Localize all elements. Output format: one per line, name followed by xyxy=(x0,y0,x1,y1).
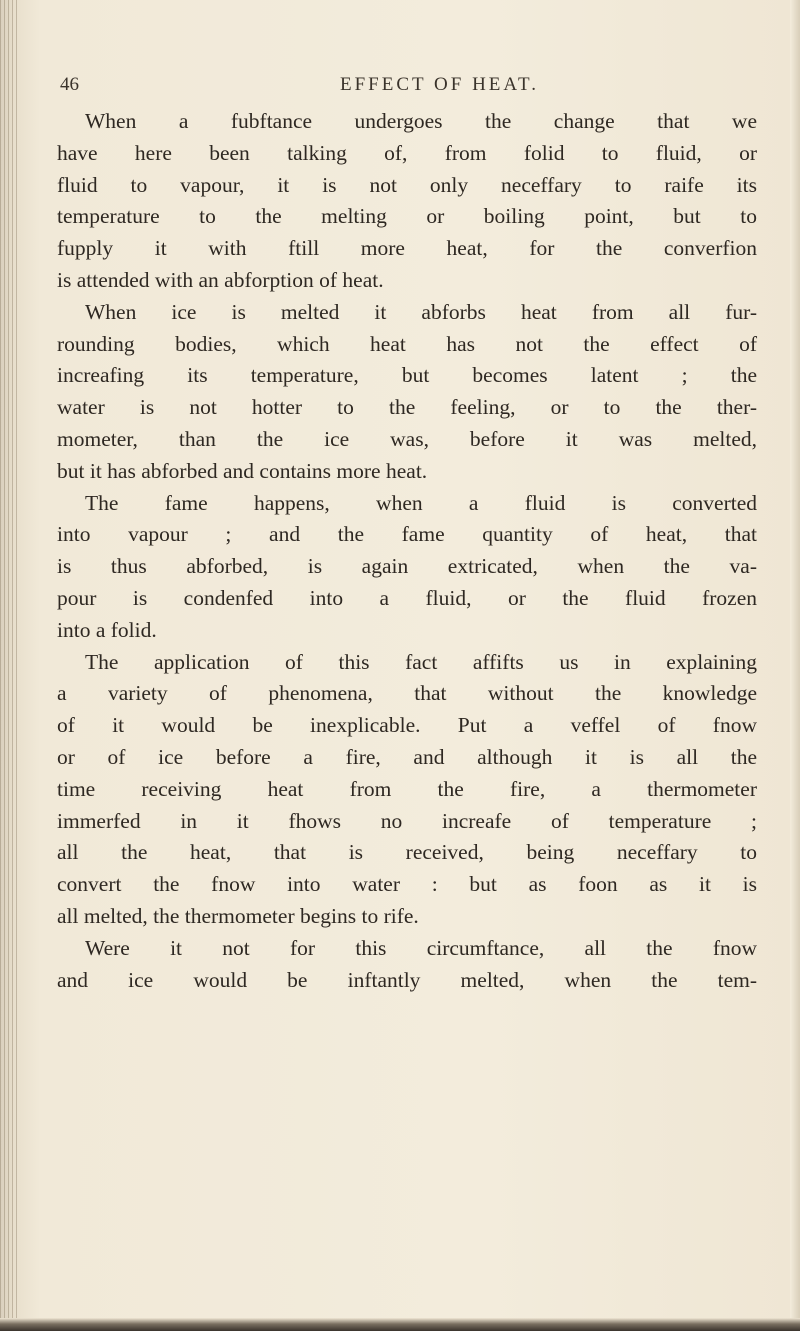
paragraph-4 xyxy=(57,647,757,933)
paragraph-1 xyxy=(57,106,757,297)
text-line: rounding bodies, which heat has not the effect of xyxy=(57,331,757,356)
text-line: The application of this fact affifts us in explaining xyxy=(85,649,757,674)
body-text xyxy=(57,106,757,996)
page-number: 46 xyxy=(60,74,79,95)
text-line: fupply it with ftill more heat, for the converfion xyxy=(57,236,757,261)
text-line: a variety of phenomena, that without the knowledge xyxy=(57,681,757,706)
text-line: into a folid. xyxy=(57,617,157,642)
text-line: is attended with an abforption of heat. xyxy=(57,267,384,292)
text-line: of it would be inexplicable. Put a veffel of fnow xyxy=(57,713,757,738)
binding-gutter xyxy=(0,0,20,1331)
text-line: all melted, the thermometer begins to rife. xyxy=(57,903,419,928)
text-line: increafing its temperature, but becomes latent ; the xyxy=(57,363,757,388)
text-line: or of ice before a fire, and although it is all the xyxy=(57,744,757,769)
text-line: and ice would be inftantly melted, when the tem- xyxy=(57,967,757,992)
text-line: The fame happens, when a fluid is converted xyxy=(85,490,757,515)
text-line: When a fubftance undergoes the change that we xyxy=(85,109,757,133)
text-line: time receiving heat from the fire, a thermometer xyxy=(57,776,757,801)
text-line: is thus abforbed, is again extricated, when the va- xyxy=(57,554,757,579)
page-bottom-edge xyxy=(0,1318,800,1331)
text-line: temperature to the melting or boiling point, but to xyxy=(57,204,757,229)
text-line: immerfed in it fhows no increafe of temperature ; xyxy=(57,808,757,833)
running-head: EFFECT OF HEAT. xyxy=(340,74,539,95)
text-line: have here been talking of, from folid to fluid, or xyxy=(57,140,757,165)
text-line: fluid to vapour, it is not only neceffary to raife its xyxy=(57,172,757,197)
text-line: Were it not for this circumftance, all the fnow xyxy=(85,935,757,960)
page-header xyxy=(0,74,800,98)
text-line: all the heat, that is received, being neceffary to xyxy=(57,840,757,865)
paragraph-3 xyxy=(57,488,757,647)
text-line: mometer, than the ice was, before it was melted, xyxy=(57,426,757,451)
text-line: water is not hotter to the feeling, or to the ther- xyxy=(57,395,757,420)
text-line: convert the fnow into water : but as foon as it is xyxy=(57,872,757,897)
text-line: When ice is melted it abforbs heat from all fur- xyxy=(85,299,757,324)
paragraph-5 xyxy=(57,933,757,997)
text-line: pour is condenfed into a fluid, or the fluid frozen xyxy=(57,585,757,610)
text-line: but it has abforbed and contains more heat. xyxy=(57,458,428,483)
page-edge xyxy=(790,0,800,1331)
text-line: into vapour ; and the fame quantity of heat, that xyxy=(57,522,757,547)
paragraph-2 xyxy=(57,297,757,488)
